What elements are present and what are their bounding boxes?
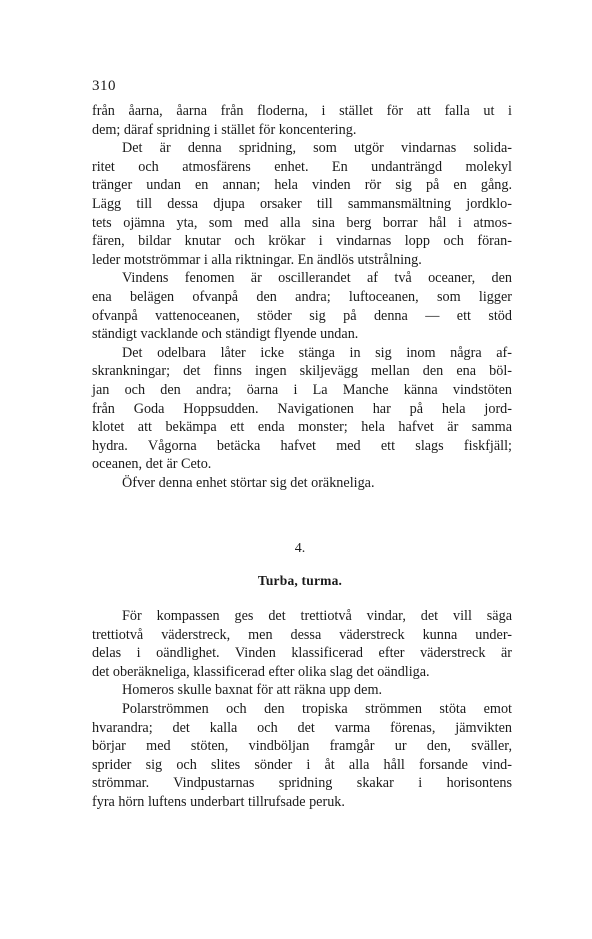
text-block-bottom — [92, 607, 512, 812]
text-line: från åarna, åarna från floderna, i stället för att falla ut i — [92, 103, 512, 119]
text-line: trettiotvå väderstreck, men dessa väderstreck kunna under- — [92, 626, 512, 643]
text-line: ena belägen ofvanpå den andra; luftoceanen, som ligger — [92, 288, 512, 305]
text-line: Det är denna spridning, som utgör vindarnas solida- — [122, 140, 512, 157]
text-line: sprider sig och slites sönder i åt alla håll forsande vind- — [92, 756, 512, 773]
text-line: jan och den andra; öarna i La Manche känna vindstöten — [92, 381, 512, 398]
text-line: det oberäkneliga, klassificerad efter olika slag det oändliga. — [92, 663, 430, 680]
section-title: Turba, turma. — [257, 573, 343, 588]
text-line: strömmar. Vindpustarnas spridning skakar i horisontens — [92, 775, 512, 792]
text-line: fären, bildar knutar och krökar i vindarnas lopp och föran- — [92, 233, 512, 250]
page-number: 310 — [92, 78, 116, 94]
text-line: Lägg till dessa djupa orsaker till sammansmältning jordklo- — [92, 195, 512, 212]
text-line: Homeros skulle baxnat för att räkna upp dem. — [122, 682, 383, 699]
text-line: delas i oändlighet. Vinden klassificerad efter väderstreck är — [92, 645, 512, 662]
text-line: Öfver denna enhet störtar sig det oräkneliga. — [122, 474, 375, 491]
text-line: klotet att bekämpa ett enda monster; hela hafvet är samma — [92, 419, 512, 436]
text-line: hydra. Vågorna betäcka hafvet med ett slags fiskfjäll; — [92, 437, 512, 454]
text-line: tränger undan en annan; hela vinden rör sig på en gång. — [92, 177, 512, 194]
text-line: Det odelbara låter icke stänga in sig inom några af- — [122, 344, 512, 361]
text-line: fyra hörn luftens underbart tillrufsade peruk. — [92, 793, 345, 810]
text-line: Vindens fenomen är oscillerandet af två oceaner, den — [122, 270, 512, 287]
text-line: börjar med stöten, vindböljan framgår ur den, sväller, — [92, 738, 512, 755]
text-line: För kompassen ges det trettiotvå vindar, det vill säga — [122, 608, 512, 624]
text-line: dem; däraf spridning i stället för koncentering. — [92, 121, 357, 138]
section-number: 4. — [294, 541, 306, 556]
text-line: Polarströmmen och den tropiska strömmen stöta emot — [122, 700, 512, 717]
text-line: hvarandra; det kalla och det varma förenas, jämvikten — [92, 719, 512, 736]
text-line: från Goda Hoppsudden. Navigationen har på hela jord- — [92, 400, 512, 417]
text-line: ständigt vacklande och ständigt flyende undan. — [92, 326, 359, 343]
text-line: skrankningar; det finns ingen skiljevägg mellan den ena böl- — [92, 363, 512, 380]
text-line: ofvanpå vattenoceanen, stöder sig på denna — ett stöd — [92, 307, 512, 324]
text-block-top — [92, 102, 512, 492]
text-line: oceanen, det är Ceto. — [92, 456, 212, 473]
text-line: ritet och atmosfärens enhet. En undanträngd molekyl — [92, 158, 512, 175]
text-line: leder motströmmar i alla riktningar. En ändlös utstrålning. — [92, 251, 422, 268]
text-line: tets ojämna yta, som med alla sina berg borrar hål i atmos- — [92, 214, 512, 231]
